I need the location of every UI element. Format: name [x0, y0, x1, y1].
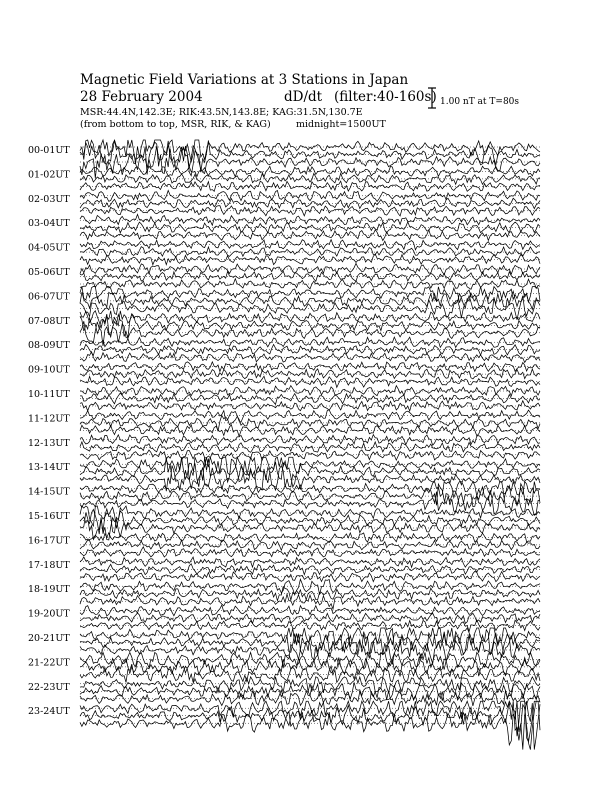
hour-label: 12-13UT [28, 437, 70, 449]
station-order-note: (from bottom to top, MSR, RIK, & KAG) [80, 119, 271, 130]
hour-label: 00-01UT [28, 145, 70, 156]
trace-kag [80, 652, 540, 669]
hour-label: 15-16UT [28, 511, 70, 522]
hour-label: 18-19UT [28, 584, 70, 596]
scale-bar [428, 88, 519, 108]
filter-label: (filter:40-160s) [334, 89, 437, 105]
trace-rik [80, 173, 540, 184]
hour-label: 21-22UT [28, 657, 70, 669]
hour-label: 06-07UT [28, 291, 70, 303]
hour-label: 05-06UT [28, 267, 70, 278]
trace-rik [80, 314, 540, 338]
hour-label: 19-20UT [28, 608, 70, 620]
chart-title: Magnetic Field Variations at 3 Stations in Japan [80, 72, 409, 88]
quantity-label: dD/dt [284, 89, 323, 105]
stations-coordinates: MSR:44.4N,142.3E; RIK:43.5N,143.8E; KAG:31.5N,130.7E [80, 107, 363, 118]
hour-label: 20-21UT [28, 633, 70, 644]
hour-label: 01-02UT [28, 169, 70, 181]
trace-msr [80, 571, 540, 581]
hour-labels [28, 145, 70, 717]
trace-kag [80, 410, 540, 422]
hour-label: 17-18UT [28, 559, 70, 571]
trace-msr [80, 450, 540, 461]
trace-rik [80, 701, 540, 749]
trace-rik [80, 369, 540, 379]
hour-label: 04-05UT [28, 242, 70, 254]
hour-label: 22-23UT [28, 681, 70, 693]
hour-label: 11-12UT [28, 413, 70, 425]
hour-label: 10-11UT [28, 389, 70, 400]
date-label: 28 February 2004 [80, 89, 203, 105]
traces [80, 140, 540, 750]
hour-label: 23-24UT [28, 706, 70, 718]
trace-kag [80, 214, 540, 225]
trace-kag [80, 557, 540, 567]
hour-label: 07-08UT [28, 315, 70, 327]
hour-label: 13-14UT [28, 462, 70, 474]
hour-label: 14-15UT [28, 486, 70, 498]
trace-rik [80, 291, 540, 309]
midnight-note: midnight=1500UT [296, 119, 386, 130]
hour-label: 03-04UT [28, 218, 70, 230]
hour-label: 09-10UT [28, 364, 70, 376]
scale-bar-label: 1.00 nT at T=80s [440, 97, 520, 107]
trace-msr [80, 594, 540, 609]
trace-rik [80, 457, 540, 487]
hour-label: 16-17UT [28, 535, 70, 547]
hour-label: 08-09UT [28, 340, 70, 352]
hour-label: 02-03UT [28, 193, 70, 205]
